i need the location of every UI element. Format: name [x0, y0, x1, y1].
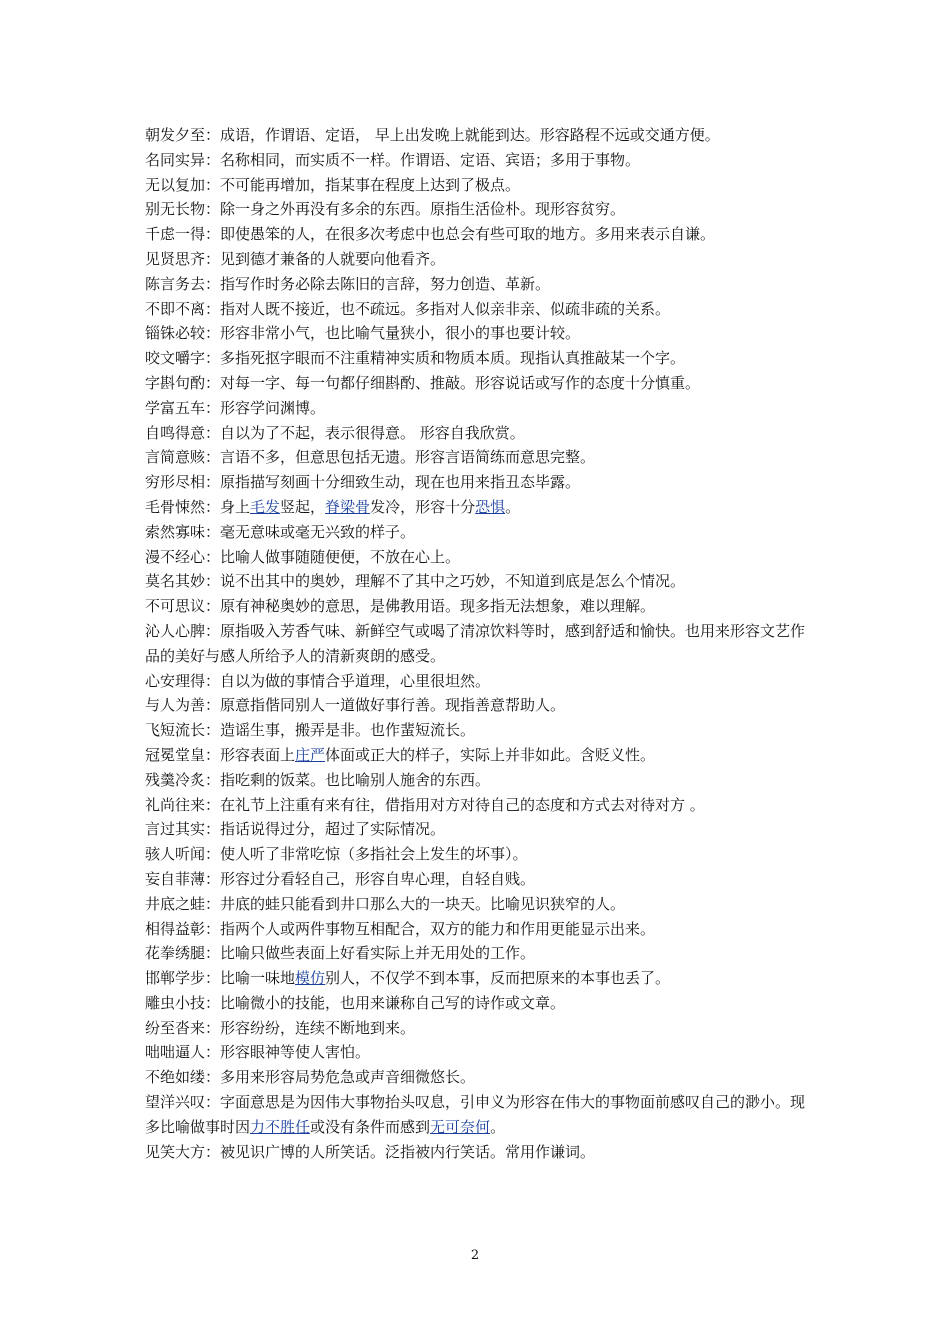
entry-text: 残羹冷炙：指吃剩的饭菜。也比喻别人施舍的东西。	[145, 770, 491, 789]
entry-text: 锱铢必较：形容非常小气，也比喻气量狭小，很小的事也要计较。	[145, 324, 581, 343]
entry-text: 见贤思齐：见到德才兼备的人就要向他看齐。	[145, 249, 446, 268]
entry-text: 望洋兴叹：字面意思是为因伟大事物抬头叹息，引申义为形容在伟大的事物面前感叹自己的渺小。现多比喻做事时因	[145, 1093, 806, 1136]
entry-text: 学富五车：形容学问渊博。	[145, 398, 326, 417]
entry-text: 不即不离：指对人既不接近，也不疏远。多指对人似亲非亲、似疏非疏的关系。	[145, 299, 671, 318]
entry-text: 飞短流长：造谣生事，搬弄是非。也作蜚短流长。	[145, 721, 476, 740]
idiom-entry	[145, 793, 810, 818]
entry-text: 。	[490, 1117, 506, 1136]
entry-text: 言简意赅：言语不多，但意思包括无遗。形容言语简练而意思完整。	[145, 448, 596, 467]
entry-text: 与人为善：原意指偕同别人一道做好事行善。现指善意帮助人。	[145, 696, 566, 715]
entry-text: 相得益彰：指两个人或两件事物互相配合，双方的能力和作用更能显示出来。	[145, 919, 656, 938]
hyperlink[interactable]: 模仿	[295, 969, 326, 988]
idiom-entry	[145, 123, 810, 148]
idiom-entry	[145, 148, 810, 173]
idiom-entry	[145, 743, 810, 768]
idiom-entry	[145, 1065, 810, 1090]
hyperlink[interactable]: 力不胜任	[250, 1117, 311, 1136]
entry-text: 索然寡味：毫无意味或毫无兴致的样子。	[145, 522, 416, 541]
idiom-entry	[145, 1040, 810, 1065]
entry-text: 陈言务去：指写作时务必除去陈旧的言辞，努力创造、革新。	[145, 274, 551, 293]
entry-text: 雕虫小技：比喻微小的技能，也用来谦称自己写的诗作或文章。	[145, 993, 566, 1012]
idiom-entry	[145, 619, 810, 669]
entry-text: 冠冕堂皇：形容表面上	[145, 745, 296, 764]
idiom-entry	[145, 966, 810, 991]
entry-text: 咄咄逼人：形容眼神等使人害怕。	[145, 1043, 371, 1062]
entry-text: 无以复加：不可能再增加，指某事在程度上达到了极点。	[145, 175, 521, 194]
idiom-entry	[145, 941, 810, 966]
idiom-entry	[145, 470, 810, 495]
entry-text: 穷形尽相：原指描写刻画十分细致生动，现在也用来指丑态毕露。	[145, 473, 581, 492]
idiom-entry	[145, 867, 810, 892]
entry-text: 毛骨悚然：身上	[145, 497, 251, 516]
idiom-entry	[145, 594, 810, 619]
entry-text: 字斟句酌：对每一字、每一句都仔细斟酌、推敲。形容说话或写作的态度十分慎重。	[145, 373, 701, 392]
idiom-entry	[145, 991, 810, 1016]
idiom-entry	[145, 1016, 810, 1041]
idiom-entry	[145, 1090, 810, 1140]
entry-text: 不可思议：原有神秘奥妙的意思，是佛教用语。现多指无法想象，难以理解。	[145, 597, 656, 616]
idiom-entry	[145, 545, 810, 570]
entry-text: 沁人心脾：原指吸入芳香气味、新鲜空气或喝了清凉饮料等时，感到舒适和愉快。也用来形容文艺作品的美好与感人所给予人的清新爽朗的感受。	[145, 621, 806, 665]
entry-text: 或没有条件而感到	[310, 1117, 431, 1136]
entry-text: 见笑大方：被见识广博的人所笑话。泛指被内行笑话。常用作谦词。	[145, 1142, 596, 1161]
entry-text: 竖起，	[280, 497, 326, 516]
entry-text: 纷至沓来：形容纷纷，连续不断地到来。	[145, 1018, 416, 1037]
idiom-entry	[145, 520, 810, 545]
idiom-entry	[145, 817, 810, 842]
entry-text: 朝发夕至：成语，作谓语、定语， 早上出发晚上就能到达。形容路程不远或交通方便。	[145, 126, 720, 144]
entry-text: 骇人听闻：使人听了非常吃惊（多指社会上发生的坏事）。	[145, 845, 528, 864]
entry-text: 名同实异：名称相同，而实质不一样。作谓语、定语、宾语；多用于事物。	[145, 150, 641, 169]
idiom-entry	[145, 421, 810, 446]
idiom-entry	[145, 346, 810, 371]
page-number: 2	[470, 1248, 480, 1263]
idiom-entry	[145, 768, 810, 793]
idiom-entry	[145, 718, 810, 743]
entry-text: 别人，不仅学不到本事，反而把原来的本事也丢了。	[325, 969, 671, 988]
hyperlink[interactable]: 毛发	[250, 497, 281, 516]
idiom-entry	[145, 1140, 810, 1165]
idiom-entry	[145, 495, 810, 520]
idiom-entry	[145, 247, 810, 272]
idiom-entry	[145, 371, 810, 396]
idiom-entry	[145, 321, 810, 346]
entry-text: 咬文嚼字：多指死抠字眼而不注重精神实质和物质本质。现指认真推敲某一个字。	[145, 349, 686, 368]
entry-text: 邯郸学步：比喻一味地	[145, 969, 296, 988]
entry-text: 言过其实：指话说得过分，超过了实际情况。	[145, 820, 446, 839]
entry-text: 发冷，形容十分	[370, 497, 476, 516]
entry-text: 花拳绣腿：比喻只做些表面上好看实际上并无用处的工作。	[145, 944, 536, 963]
idiom-entry	[145, 917, 810, 942]
idiom-entry	[145, 842, 810, 867]
idiom-list	[145, 123, 810, 1164]
entry-text: 礼尚往来：在礼节上注重有来有往，借指用对方对待自己的态度和方式去对待对方 。	[145, 795, 705, 814]
entry-text: 井底之蛙：井底的蛙只能看到井口那么大的一块天。比喻见识狭窄的人。	[145, 894, 626, 913]
idiom-entry	[145, 693, 810, 718]
entry-text: 千虑一得：即使愚笨的人，在很多次考虑中也总会有些可取的地方。多用来表示自谦。	[145, 225, 716, 244]
hyperlink[interactable]: 庄严	[295, 745, 326, 764]
hyperlink[interactable]: 无可奈何	[430, 1117, 491, 1136]
hyperlink[interactable]: 恐惧	[475, 497, 506, 516]
idiom-entry	[145, 445, 810, 470]
entry-text: 别无长物：除一身之外再没有多余的东西。原指生活俭朴。现形容贫穷。	[145, 200, 626, 219]
entry-text: 妄自菲薄：形容过分看轻自己，形容自卑心理，自轻自贱。	[145, 869, 536, 888]
hyperlink[interactable]: 脊梁骨	[325, 497, 371, 516]
entry-text: 莫名其妙：说不出其中的奥妙，理解不了其中之巧妙，不知道到底是怎么个情况。	[145, 572, 686, 591]
idiom-entry	[145, 396, 810, 421]
idiom-entry	[145, 669, 810, 694]
entry-text: 。	[505, 497, 521, 516]
idiom-entry	[145, 297, 810, 322]
idiom-entry	[145, 222, 810, 247]
entry-text: 心安理得：自以为做的事情合乎道理，心里很坦然。	[145, 671, 491, 690]
idiom-entry	[145, 173, 810, 198]
idiom-entry	[145, 197, 810, 222]
entry-text: 不绝如缕：多用来形容局势危急或声音细微悠长。	[145, 1068, 476, 1087]
idiom-entry	[145, 272, 810, 297]
idiom-entry	[145, 569, 810, 594]
entry-text: 自鸣得意：自以为了不起，表示很得意。 形容自我欣赏。	[145, 423, 525, 442]
idiom-entry	[145, 892, 810, 917]
entry-text: 体面或正大的样子，实际上并非如此。含贬义性。	[325, 745, 656, 764]
entry-text: 漫不经心：比喻人做事随随便便，不放在心上。	[145, 547, 461, 566]
